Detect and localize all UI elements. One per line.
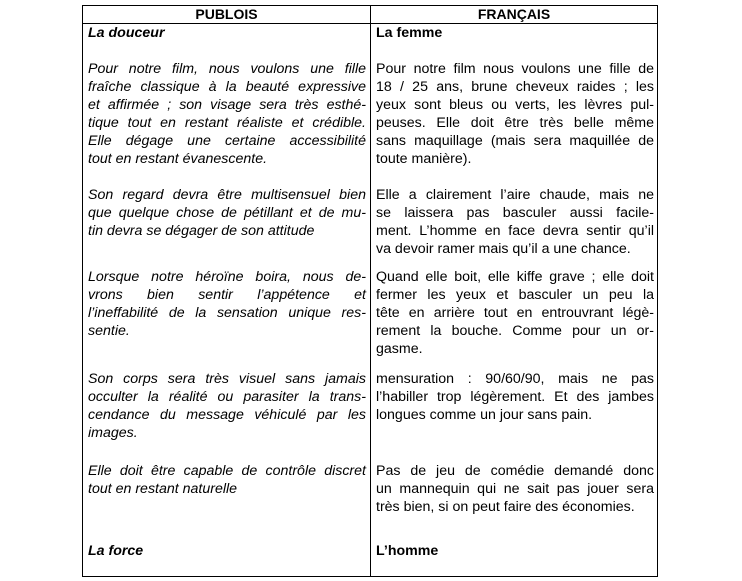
text-line: fermer les yeux et basculer un peu la [376, 287, 654, 303]
text-line: yeux sont bleus ou verts, les lèvres pul- [376, 97, 654, 113]
text-line: va devoir ramer mais qu’il a une chance. [376, 241, 631, 257]
publois-paragraph [88, 370, 366, 442]
text-line: Pour notre film nous voulons une fille de [376, 61, 654, 77]
text-line: Son corps sera très visuel sans jamais [88, 371, 366, 387]
francais-paragraph [376, 60, 654, 168]
text-line: Son regard devra être multisensuel bien [88, 187, 366, 203]
text-line: l’ineffabilité de la sensation unique res- [88, 305, 366, 321]
text-line: sentie. [88, 323, 130, 339]
text-line: peuses. Elle doit être très belle même [376, 115, 654, 131]
publois-title-douceur: La douceur [88, 25, 165, 41]
text-line: toute manière). [376, 151, 472, 167]
text-line: Quand elle boit, elle kiffe grave ; elle doit [376, 269, 654, 285]
text-line: que quelque chose de pétillant et de mu- [88, 205, 366, 221]
francais-paragraph [376, 370, 654, 424]
text-line: un mannequin qui ne sait pas jouer sera [376, 481, 654, 497]
column-divider [370, 6, 371, 576]
text-line: ment. L’homme en face devra sentir qu’il [376, 223, 654, 239]
header-francais: FRANÇAIS [477, 6, 551, 22]
text-line: l’habiller trop légèrement. Et des jambes [376, 389, 654, 405]
francais-paragraph [376, 462, 654, 516]
text-line: vrons bien sentir l’appétence et [88, 287, 366, 303]
francais-paragraph [376, 186, 654, 258]
francais-paragraph [376, 268, 654, 358]
header-publois: PUBLOIS [195, 6, 258, 22]
publois-paragraph [88, 186, 366, 240]
comparison-table [82, 5, 658, 577]
text-line: tin devra se dégager de son attitude [88, 223, 315, 239]
text-line: gasme. [376, 341, 423, 357]
publois-title-force: La force [88, 543, 144, 559]
text-line: rement la bouche. Comme pour un or- [376, 323, 654, 339]
francais-title-femme: La femme [376, 25, 443, 41]
text-line: très bien, si on peut faire des économies. [376, 499, 635, 515]
publois-paragraph [88, 268, 366, 340]
text-line: images. [88, 425, 138, 441]
text-line: 18 / 25 ans, brune cheveux raides ; les [376, 79, 654, 95]
text-line: se laissera pas basculer aussi facile- [376, 205, 654, 221]
text-line: tout en restant évanescente. [88, 151, 268, 167]
publois-paragraph [88, 462, 366, 498]
text-line: longues comme un jour sans pain. [376, 407, 593, 423]
text-line: Lorsque notre héroïne boira, nous de- [88, 269, 366, 285]
text-line: fraîche classique à la beauté expressive [88, 79, 366, 95]
text-line: sans maquillage (mais sera maquillée de [376, 133, 654, 149]
text-line: tout en restant naturelle [88, 481, 238, 497]
text-line: Pas de jeu de comédie demandé donc [376, 463, 654, 479]
text-line: occulter la réalité ou parasiter la trans- [88, 389, 366, 405]
text-line: mensuration : 90/60/90, mais ne pas [376, 371, 654, 387]
text-line: Elle dégage une certaine accessibilité [88, 133, 366, 149]
text-line: tête en arrière tout en entrouvrant légè- [376, 305, 654, 321]
text-line: Elle a clairement l’aire chaude, mais ne [376, 187, 654, 203]
text-line: cendance du message véhiculé par les [88, 407, 366, 423]
text-line: Elle doit être capable de contrôle discret [88, 463, 366, 479]
text-line: tique tout en restant réaliste et crédible. [88, 115, 366, 131]
text-line: Pour notre film, nous voulons une fille [88, 61, 366, 77]
publois-paragraph [88, 60, 366, 168]
text-line: et affirmée ; son visage sera très esthé- [88, 97, 366, 113]
francais-title-homme: L’homme [376, 543, 439, 559]
